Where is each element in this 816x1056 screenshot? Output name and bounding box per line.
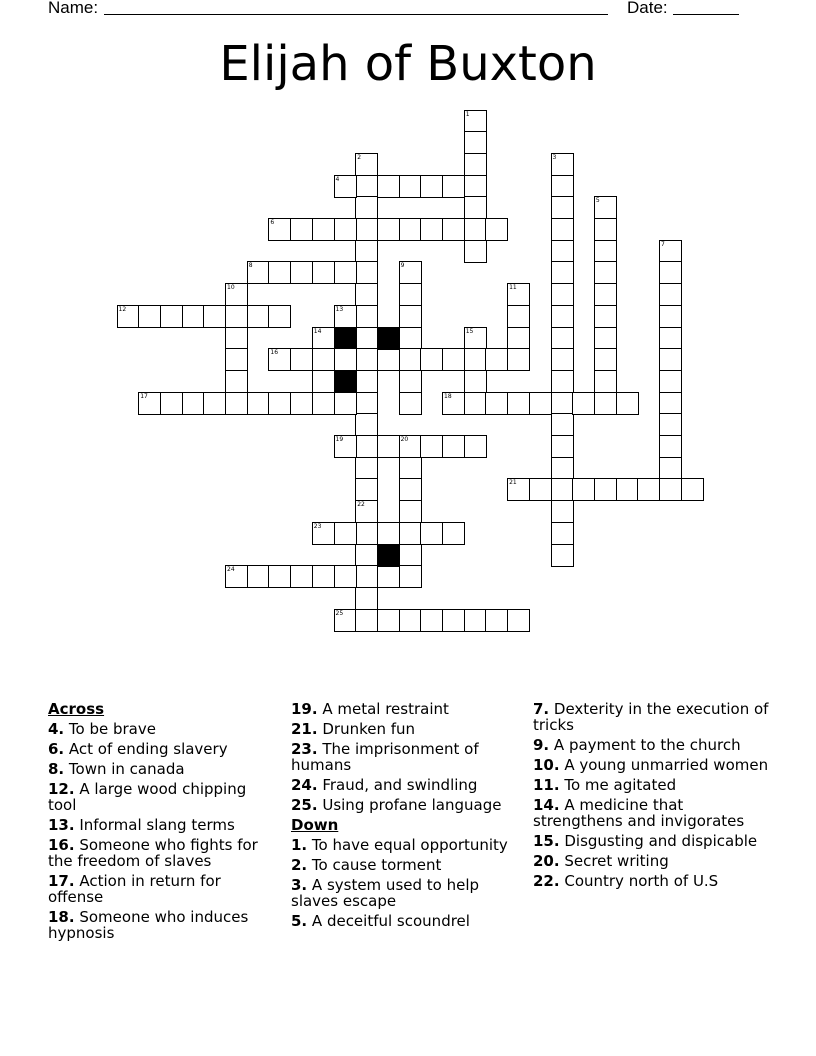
clue-number: 20 xyxy=(400,436,409,443)
clue xyxy=(291,797,521,813)
clue-number-label: 5. xyxy=(291,912,308,930)
grid-cell[interactable] xyxy=(225,370,248,393)
grid-cell[interactable] xyxy=(551,240,574,263)
grid-cell[interactable] xyxy=(334,348,357,371)
black-square xyxy=(377,327,400,350)
clue xyxy=(291,857,521,873)
clue xyxy=(48,873,278,905)
grid-cell[interactable] xyxy=(464,370,487,393)
grid-cell[interactable] xyxy=(355,348,378,371)
grid-cell[interactable] xyxy=(355,218,378,241)
grid-cell[interactable] xyxy=(420,348,443,371)
clue-text: A metal restraint xyxy=(317,700,449,718)
grid-cell[interactable] xyxy=(355,522,378,545)
grid-cell[interactable] xyxy=(399,370,422,393)
clue-number: 23 xyxy=(313,522,322,530)
clues-column-2 xyxy=(291,701,521,933)
grid-cell[interactable] xyxy=(312,392,335,415)
clue-text: Using profane language xyxy=(317,796,502,814)
clue-text: Dexterity in the execution of tricks xyxy=(533,700,769,734)
clues-column-3 xyxy=(533,701,773,893)
grid-cell[interactable] xyxy=(637,478,660,501)
grid-cell[interactable] xyxy=(355,544,378,567)
clue-number-label: 21. xyxy=(291,720,318,738)
grid-cell[interactable] xyxy=(355,240,378,263)
grid-cell[interactable] xyxy=(464,435,487,458)
clue xyxy=(48,721,278,737)
grid-cell[interactable] xyxy=(594,283,617,306)
grid-cell[interactable] xyxy=(572,392,595,415)
grid-cell[interactable] xyxy=(551,175,574,198)
grid-cell[interactable] xyxy=(594,392,617,415)
clue-number: 4 xyxy=(335,175,340,183)
grid-cell[interactable] xyxy=(594,261,617,284)
clue-number-label: 24. xyxy=(291,776,318,794)
grid-cell[interactable] xyxy=(616,392,639,415)
clue-text: Someone who fights for the freedom of slaves xyxy=(48,836,258,870)
grid-cell[interactable] xyxy=(420,175,443,198)
grid-cell[interactable] xyxy=(464,153,487,176)
clue-number-label: 3. xyxy=(291,876,308,894)
grid-cell[interactable] xyxy=(551,392,574,415)
grid-cell[interactable] xyxy=(399,348,422,371)
grid-cell[interactable] xyxy=(551,196,574,219)
clue-number: 10 xyxy=(227,284,235,292)
clue-number: 21 xyxy=(509,479,517,487)
name-line[interactable] xyxy=(104,14,608,15)
grid-cell[interactable] xyxy=(442,175,465,198)
clue xyxy=(291,837,521,853)
clue xyxy=(291,741,521,773)
grid-cell[interactable] xyxy=(312,370,335,393)
clue-number-label: 23. xyxy=(291,740,318,758)
grid-cell[interactable] xyxy=(160,305,183,328)
grid-cell[interactable] xyxy=(268,261,291,284)
clue xyxy=(48,781,278,813)
grid-cell[interactable] xyxy=(485,218,508,241)
clue-number: 13 xyxy=(335,305,344,313)
clue xyxy=(533,757,773,773)
grid-cell[interactable] xyxy=(182,305,205,328)
clue-number-label: 15. xyxy=(533,832,560,850)
grid-cell[interactable] xyxy=(290,348,313,371)
grid-cell[interactable] xyxy=(551,348,574,371)
grid-cell[interactable] xyxy=(355,283,378,306)
grid-cell[interactable] xyxy=(464,348,487,371)
clue-number-label: 17. xyxy=(48,872,75,890)
grid-cell[interactable] xyxy=(355,370,378,393)
clue-number: 1 xyxy=(465,110,470,118)
grid-cell[interactable] xyxy=(659,435,682,458)
grid-cell[interactable] xyxy=(399,565,422,588)
clue-number-label: 25. xyxy=(291,796,318,814)
clue-number: 25 xyxy=(335,609,344,617)
clue-number-label: 12. xyxy=(48,780,75,798)
grid-cell[interactable] xyxy=(616,478,639,501)
grid-cell[interactable] xyxy=(464,196,487,219)
clue-text: Act of ending slavery xyxy=(64,740,228,758)
grid-cell[interactable] xyxy=(594,478,617,501)
grid-cell[interactable] xyxy=(659,370,682,393)
grid-cell[interactable] xyxy=(594,327,617,350)
clue xyxy=(533,833,773,849)
grid-cell[interactable] xyxy=(551,283,574,306)
grid-cell[interactable] xyxy=(355,565,378,588)
grid-cell[interactable] xyxy=(507,392,530,415)
grid-cell[interactable] xyxy=(399,609,422,632)
clue-text: A system used to help slaves escape xyxy=(291,876,480,910)
grid-cell[interactable] xyxy=(659,261,682,284)
grid-cell[interactable] xyxy=(225,327,248,350)
grid-cell[interactable] xyxy=(268,305,291,328)
grid-cell[interactable] xyxy=(399,175,422,198)
grid-cell[interactable] xyxy=(659,413,682,436)
grid-cell[interactable] xyxy=(420,435,443,458)
grid-cell[interactable] xyxy=(659,283,682,306)
clue xyxy=(533,777,773,793)
clue xyxy=(291,913,521,929)
clue xyxy=(291,777,521,793)
clue-number-label: 13. xyxy=(48,816,75,834)
grid-cell[interactable] xyxy=(247,305,270,328)
clue-text: A medicine that strengthens and invigorates xyxy=(533,796,745,830)
name-label: Name: xyxy=(48,0,99,17)
grid-cell[interactable] xyxy=(203,392,226,415)
grid-cell[interactable] xyxy=(290,565,313,588)
clue-number-label: 20. xyxy=(533,852,560,870)
grid-cell[interactable] xyxy=(377,435,400,458)
grid-cell[interactable] xyxy=(529,478,552,501)
clue-number: 18 xyxy=(444,392,452,400)
grid-cell[interactable] xyxy=(290,261,313,284)
grid-cell[interactable] xyxy=(268,565,291,588)
grid-cell[interactable] xyxy=(464,392,487,415)
grid-cell[interactable] xyxy=(659,457,682,480)
clue-number: 16 xyxy=(270,349,279,357)
grid-cell[interactable] xyxy=(399,500,422,523)
grid-cell[interactable] xyxy=(442,609,465,632)
grid-cell[interactable] xyxy=(659,392,682,415)
grid-cell[interactable] xyxy=(551,305,574,328)
date-label: Date: xyxy=(627,0,668,17)
clue-number-label: 16. xyxy=(48,836,75,854)
grid-cell[interactable] xyxy=(464,609,487,632)
grid-cell[interactable] xyxy=(377,609,400,632)
clue-number-label: 22. xyxy=(533,872,560,890)
clue-number: 7 xyxy=(661,240,665,248)
clue-number: 8 xyxy=(248,262,253,270)
clue xyxy=(48,909,278,941)
grid-cell[interactable] xyxy=(551,478,574,501)
clue-number: 22 xyxy=(357,501,365,509)
clue xyxy=(48,837,278,869)
grid-cell[interactable] xyxy=(160,392,183,415)
grid-cell[interactable] xyxy=(659,305,682,328)
grid-cell[interactable] xyxy=(572,478,595,501)
clue-text: A payment to the church xyxy=(549,736,741,754)
clue-number-label: 9. xyxy=(533,736,550,754)
grid-cell[interactable] xyxy=(355,435,378,458)
grid-cell[interactable] xyxy=(659,327,682,350)
grid-cell[interactable] xyxy=(290,392,313,415)
grid-cell[interactable] xyxy=(312,348,335,371)
grid-cell[interactable] xyxy=(551,435,574,458)
clue-number-label: 11. xyxy=(533,776,560,794)
clue-text: To cause torment xyxy=(307,856,442,874)
grid-cell[interactable] xyxy=(399,305,422,328)
black-square xyxy=(377,544,400,567)
grid-cell[interactable] xyxy=(681,478,704,501)
clue-number-label: 10. xyxy=(533,756,560,774)
clue-number: 19 xyxy=(335,436,344,443)
grid-cell[interactable] xyxy=(377,565,400,588)
grid-cell[interactable] xyxy=(464,240,487,263)
grid-cell[interactable] xyxy=(312,261,335,284)
grid-cell[interactable] xyxy=(529,392,552,415)
grid-cell[interactable] xyxy=(485,392,508,415)
grid-cell[interactable] xyxy=(420,609,443,632)
grid-cell[interactable] xyxy=(399,392,422,415)
grid-cell[interactable] xyxy=(334,261,357,284)
clue-text: The imprisonment of humans xyxy=(291,740,479,774)
clue-number: 15 xyxy=(465,327,474,335)
clue-text: A young unmarried women xyxy=(559,756,769,774)
clue xyxy=(291,721,521,737)
grid-cell[interactable] xyxy=(399,522,422,545)
clue xyxy=(533,701,773,733)
clue xyxy=(48,761,278,777)
grid-cell[interactable] xyxy=(355,413,378,436)
clue xyxy=(533,873,773,889)
clue-number-label: 19. xyxy=(291,700,318,718)
clue-text: Action in return for offense xyxy=(48,872,221,906)
grid-cell[interactable] xyxy=(551,544,574,567)
grid-cell[interactable] xyxy=(442,435,465,458)
grid-cell[interactable] xyxy=(355,392,378,415)
grid-cell[interactable] xyxy=(355,457,378,480)
header xyxy=(48,0,768,22)
grid-cell[interactable] xyxy=(355,478,378,501)
black-square xyxy=(334,370,357,393)
clue-text: To be brave xyxy=(64,720,156,738)
grid-cell[interactable] xyxy=(377,522,400,545)
grid-cell[interactable] xyxy=(182,392,205,415)
grid-cell[interactable] xyxy=(399,283,422,306)
grid-cell[interactable] xyxy=(551,218,574,241)
black-square xyxy=(334,327,357,350)
grid-cell[interactable] xyxy=(355,175,378,198)
clue-number: 9 xyxy=(400,262,405,270)
grid-cell[interactable] xyxy=(399,544,422,567)
date-line[interactable] xyxy=(673,14,739,15)
grid-cell[interactable] xyxy=(355,327,378,350)
grid-cell[interactable] xyxy=(594,348,617,371)
grid-cell[interactable] xyxy=(138,305,161,328)
grid-cell[interactable] xyxy=(551,457,574,480)
clue-number-label: 4. xyxy=(48,720,65,738)
grid-cell[interactable] xyxy=(355,305,378,328)
grid-cell[interactable] xyxy=(355,196,378,219)
clue-text: Someone who induces hypnosis xyxy=(48,908,249,942)
grid-cell[interactable] xyxy=(334,565,357,588)
grid-cell[interactable] xyxy=(355,587,378,610)
clue-number-label: 2. xyxy=(291,856,308,874)
grid-cell[interactable] xyxy=(225,305,248,328)
clue-number-label: 14. xyxy=(533,796,560,814)
grid-cell[interactable] xyxy=(247,392,270,415)
clue-number: 14 xyxy=(313,327,322,335)
clue-number-label: 1. xyxy=(291,836,308,854)
grid-cell[interactable] xyxy=(355,261,378,284)
clue xyxy=(533,853,773,869)
grid-cell[interactable] xyxy=(442,218,465,241)
grid-cell[interactable] xyxy=(312,565,335,588)
grid-cell[interactable] xyxy=(247,565,270,588)
clue-text: Fraud, and swindling xyxy=(317,776,478,794)
grid-cell[interactable] xyxy=(594,218,617,241)
grid-cell[interactable] xyxy=(334,522,357,545)
clue xyxy=(291,701,521,717)
across-heading: Across xyxy=(48,700,105,718)
grid-cell[interactable] xyxy=(290,218,313,241)
grid-cell[interactable] xyxy=(355,609,378,632)
clue-number: 5 xyxy=(595,197,600,205)
grid-cell[interactable] xyxy=(399,478,422,501)
clue-text: Informal slang terms xyxy=(74,816,235,834)
grid-cell[interactable] xyxy=(507,609,530,632)
clue-text: Town in canada xyxy=(64,760,185,778)
clue-text: Secret writing xyxy=(559,852,669,870)
clue-number-label: 6. xyxy=(48,740,65,758)
clue xyxy=(48,817,278,833)
clue xyxy=(291,877,521,909)
grid-cell[interactable] xyxy=(377,175,400,198)
grid-cell[interactable] xyxy=(334,392,357,415)
clue-text: A deceitful scoundrel xyxy=(307,912,470,930)
clue-text: Drunken fun xyxy=(317,720,416,738)
clue-number: 6 xyxy=(270,219,275,226)
grid-cell[interactable] xyxy=(464,131,487,154)
grid-cell[interactable] xyxy=(485,348,508,371)
clue xyxy=(533,737,773,753)
clue-number: 17 xyxy=(140,392,148,400)
clue-text: To have equal opportunity xyxy=(307,836,508,854)
grid-cell[interactable] xyxy=(420,218,443,241)
clue-text: To me agitated xyxy=(559,776,677,794)
grid-cell[interactable] xyxy=(225,348,248,371)
grid-cell[interactable] xyxy=(659,478,682,501)
clue xyxy=(533,797,773,829)
grid-cell[interactable] xyxy=(594,240,617,263)
clue-number-label: 8. xyxy=(48,760,65,778)
grid-cell[interactable] xyxy=(485,609,508,632)
clue-text: A large wood chipping tool xyxy=(48,780,247,814)
grid-cell[interactable] xyxy=(507,348,530,371)
grid-cell[interactable] xyxy=(442,348,465,371)
clue-number: 3 xyxy=(552,153,557,161)
down-heading: Down xyxy=(291,816,339,834)
grid-cell[interactable] xyxy=(442,522,465,545)
grid-cell[interactable] xyxy=(551,261,574,284)
grid-cell[interactable] xyxy=(268,392,291,415)
grid-cell[interactable] xyxy=(399,327,422,350)
grid-cell[interactable] xyxy=(377,218,400,241)
grid-cell[interactable] xyxy=(399,457,422,480)
clue-number-label: 7. xyxy=(533,700,550,718)
clue-number: 11 xyxy=(509,284,517,292)
clue-number: 12 xyxy=(118,305,127,313)
grid-cell[interactable] xyxy=(399,218,422,241)
clue-number: 2 xyxy=(357,153,362,161)
clue-text: Country north of U.S xyxy=(559,872,719,890)
grid-cell[interactable] xyxy=(312,218,335,241)
grid-cell[interactable] xyxy=(420,522,443,545)
clues-column-1 xyxy=(48,701,278,945)
clue-number-label: 18. xyxy=(48,908,75,926)
grid-cell[interactable] xyxy=(551,370,574,393)
grid-cell[interactable] xyxy=(507,327,530,350)
grid-cell[interactable] xyxy=(551,522,574,545)
grid-cell[interactable] xyxy=(594,305,617,328)
grid-cell[interactable] xyxy=(551,327,574,350)
grid-cell[interactable] xyxy=(594,370,617,393)
grid-cell[interactable] xyxy=(551,500,574,523)
grid-cell[interactable] xyxy=(464,218,487,241)
grid-cell[interactable] xyxy=(659,348,682,371)
clue xyxy=(48,741,278,757)
grid-cell[interactable] xyxy=(507,305,530,328)
grid-cell[interactable] xyxy=(203,305,226,328)
grid-cell[interactable] xyxy=(225,392,248,415)
page-title: Elijah of Buxton xyxy=(219,36,597,92)
clue-number: 24 xyxy=(227,566,235,574)
grid-cell[interactable] xyxy=(334,218,357,241)
grid-cell[interactable] xyxy=(377,348,400,371)
clue-text: Disgusting and dispicable xyxy=(559,832,758,850)
grid-cell[interactable] xyxy=(551,413,574,436)
grid-cell[interactable] xyxy=(464,175,487,198)
